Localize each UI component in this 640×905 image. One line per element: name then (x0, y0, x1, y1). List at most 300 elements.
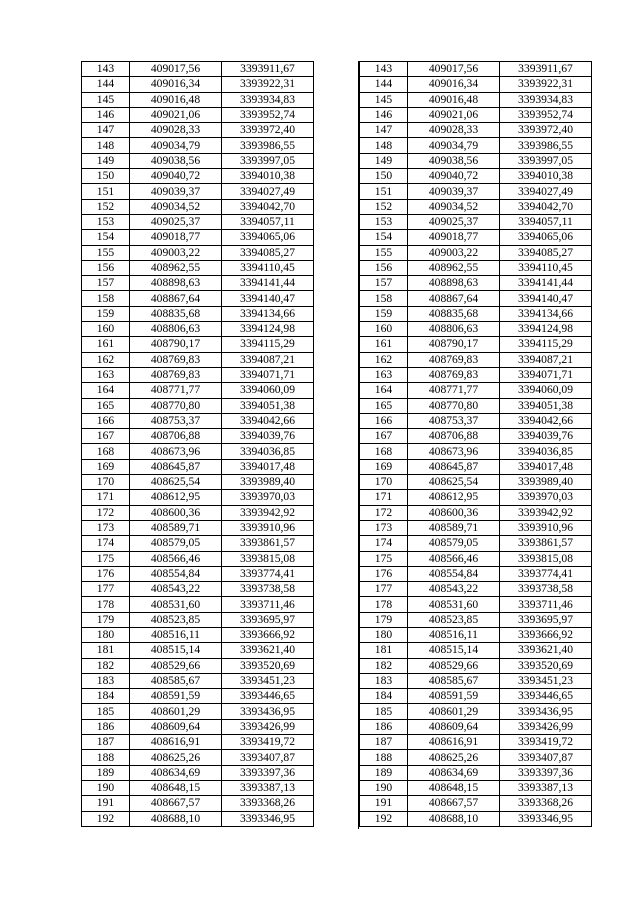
y-coordinate-cell: 3393911,67 (222, 62, 314, 77)
table-row (82, 673, 314, 688)
table-row (360, 811, 592, 826)
y-coordinate-cell: 3393426,99 (222, 719, 314, 734)
y-coordinate-cell: 3394085,27 (222, 245, 314, 260)
x-coordinate-cell: 408867,64 (408, 291, 500, 306)
point-number-cell: 172 (360, 505, 408, 520)
x-coordinate-cell: 408609,64 (408, 719, 500, 734)
y-coordinate-cell: 3393387,13 (500, 780, 592, 795)
y-coordinate-cell: 3394140,47 (222, 291, 314, 306)
x-coordinate-cell: 408769,83 (130, 352, 222, 367)
point-number-cell: 155 (82, 245, 130, 260)
x-coordinate-cell: 408688,10 (130, 811, 222, 826)
table-row (82, 505, 314, 520)
y-coordinate-cell: 3393934,83 (500, 92, 592, 107)
x-coordinate-cell: 408625,26 (130, 750, 222, 765)
table-row (82, 658, 314, 673)
point-number-cell: 162 (360, 352, 408, 367)
point-number-cell: 164 (82, 383, 130, 398)
table-row (360, 153, 592, 168)
table-row (360, 383, 592, 398)
x-coordinate-cell: 408962,55 (408, 260, 500, 275)
point-number-cell: 153 (82, 214, 130, 229)
table-row (360, 276, 592, 291)
table-row (360, 490, 592, 505)
x-coordinate-cell: 408706,88 (130, 429, 222, 444)
x-coordinate-cell: 409017,56 (408, 62, 500, 77)
x-coordinate-cell: 408673,96 (408, 444, 500, 459)
x-coordinate-cell: 408771,77 (408, 383, 500, 398)
point-number-cell: 183 (82, 673, 130, 688)
y-coordinate-cell: 3394060,09 (222, 383, 314, 398)
table-row (360, 138, 592, 153)
point-number-cell: 160 (360, 322, 408, 337)
y-coordinate-cell: 3393346,95 (222, 811, 314, 826)
table-row (360, 444, 592, 459)
table-row (82, 214, 314, 229)
point-number-cell: 180 (360, 627, 408, 642)
y-coordinate-cell: 3394085,27 (500, 245, 592, 260)
y-coordinate-cell: 3393711,46 (500, 597, 592, 612)
y-coordinate-cell: 3394017,48 (222, 459, 314, 474)
x-coordinate-cell: 409016,48 (408, 92, 500, 107)
table-row (360, 322, 592, 337)
table-row (82, 459, 314, 474)
y-coordinate-cell: 3393695,97 (222, 612, 314, 627)
table-row (360, 673, 592, 688)
table-row (82, 199, 314, 214)
table-row (360, 260, 592, 275)
y-coordinate-cell: 3393774,41 (500, 566, 592, 581)
x-coordinate-cell: 409038,56 (130, 153, 222, 168)
y-coordinate-cell: 3393397,36 (500, 765, 592, 780)
x-coordinate-cell: 408515,14 (130, 643, 222, 658)
x-coordinate-cell: 409025,37 (408, 214, 500, 229)
x-coordinate-cell: 408600,36 (408, 505, 500, 520)
table-row (82, 184, 314, 199)
point-number-cell: 146 (82, 107, 130, 122)
point-number-cell: 165 (360, 398, 408, 413)
table-row (82, 750, 314, 765)
point-number-cell: 166 (360, 413, 408, 428)
table-row (82, 383, 314, 398)
y-coordinate-cell: 3393621,40 (222, 643, 314, 658)
table-row (360, 199, 592, 214)
y-coordinate-cell: 3393942,92 (222, 505, 314, 520)
table-row (360, 505, 592, 520)
y-coordinate-cell: 3393911,67 (500, 62, 592, 77)
point-number-cell: 147 (82, 123, 130, 138)
point-number-cell: 186 (82, 719, 130, 734)
point-number-cell: 190 (82, 780, 130, 795)
y-coordinate-cell: 3394134,66 (222, 306, 314, 321)
point-number-cell: 155 (360, 245, 408, 260)
x-coordinate-cell: 409003,22 (408, 245, 500, 260)
point-number-cell: 150 (82, 169, 130, 184)
point-number-cell: 192 (82, 811, 130, 826)
point-number-cell: 157 (360, 276, 408, 291)
table-row (360, 123, 592, 138)
x-coordinate-cell: 408523,85 (130, 612, 222, 627)
y-coordinate-cell: 3394017,48 (500, 459, 592, 474)
x-coordinate-cell: 409016,48 (130, 92, 222, 107)
x-coordinate-cell: 409034,52 (408, 199, 500, 214)
x-coordinate-cell: 408753,37 (408, 413, 500, 428)
point-number-cell: 168 (82, 444, 130, 459)
point-number-cell: 154 (360, 230, 408, 245)
y-coordinate-cell: 3393397,36 (222, 765, 314, 780)
point-number-cell: 147 (360, 123, 408, 138)
point-number-cell: 163 (82, 367, 130, 382)
table-row (82, 153, 314, 168)
y-coordinate-cell: 3393952,74 (222, 107, 314, 122)
table-row (82, 643, 314, 658)
table-row (360, 536, 592, 551)
y-coordinate-cell: 3394115,29 (500, 337, 592, 352)
point-number-cell: 158 (360, 291, 408, 306)
table-row (82, 582, 314, 597)
table-row (82, 62, 314, 77)
y-coordinate-cell: 3394010,38 (500, 169, 592, 184)
y-coordinate-cell: 3393446,65 (500, 689, 592, 704)
y-coordinate-cell: 3393989,40 (500, 475, 592, 490)
point-number-cell: 177 (82, 582, 130, 597)
y-coordinate-cell: 3394027,49 (500, 184, 592, 199)
table-row (360, 689, 592, 704)
y-coordinate-cell: 3393666,92 (222, 627, 314, 642)
x-coordinate-cell: 408769,83 (130, 367, 222, 382)
x-coordinate-cell: 408790,17 (408, 337, 500, 352)
point-number-cell: 176 (82, 566, 130, 581)
y-coordinate-cell: 3394039,76 (222, 429, 314, 444)
x-coordinate-cell: 408516,11 (130, 627, 222, 642)
point-number-cell: 185 (82, 704, 130, 719)
table-row (360, 245, 592, 260)
table-row (82, 780, 314, 795)
y-coordinate-cell: 3393368,26 (222, 796, 314, 811)
point-number-cell: 156 (360, 260, 408, 275)
x-coordinate-cell: 408531,60 (408, 597, 500, 612)
point-number-cell: 187 (360, 735, 408, 750)
coordinate-table-left-body (82, 62, 314, 827)
y-coordinate-cell: 3393695,97 (500, 612, 592, 627)
x-coordinate-cell: 409028,33 (408, 123, 500, 138)
y-coordinate-cell: 3394027,49 (222, 184, 314, 199)
point-number-cell: 172 (82, 505, 130, 520)
table-row (360, 612, 592, 627)
table-row (360, 582, 592, 597)
x-coordinate-cell: 408645,87 (408, 459, 500, 474)
x-coordinate-cell: 408790,17 (130, 337, 222, 352)
point-number-cell: 187 (82, 735, 130, 750)
y-coordinate-cell: 3393861,57 (222, 536, 314, 551)
point-number-cell: 170 (360, 475, 408, 490)
y-coordinate-cell: 3394036,85 (500, 444, 592, 459)
x-coordinate-cell: 408591,59 (408, 689, 500, 704)
point-number-cell: 182 (360, 658, 408, 673)
y-coordinate-cell: 3393451,23 (222, 673, 314, 688)
x-coordinate-cell: 408616,91 (408, 735, 500, 750)
point-number-cell: 153 (360, 214, 408, 229)
point-number-cell: 168 (360, 444, 408, 459)
x-coordinate-cell: 408625,54 (408, 475, 500, 490)
x-coordinate-cell: 408585,67 (408, 673, 500, 688)
x-coordinate-cell: 408609,64 (130, 719, 222, 734)
x-coordinate-cell: 408585,67 (130, 673, 222, 688)
y-coordinate-cell: 3393520,69 (222, 658, 314, 673)
point-number-cell: 177 (360, 582, 408, 597)
x-coordinate-cell: 408769,83 (408, 352, 500, 367)
table-row (82, 765, 314, 780)
y-coordinate-cell: 3393436,95 (222, 704, 314, 719)
y-coordinate-cell: 3393738,58 (500, 582, 592, 597)
y-coordinate-cell: 3393419,72 (222, 735, 314, 750)
table-row (360, 780, 592, 795)
x-coordinate-cell: 408600,36 (130, 505, 222, 520)
point-number-cell: 173 (360, 520, 408, 535)
y-coordinate-cell: 3393426,99 (500, 719, 592, 734)
x-coordinate-cell: 408554,84 (130, 566, 222, 581)
table-row (360, 750, 592, 765)
y-coordinate-cell: 3394124,98 (500, 322, 592, 337)
y-coordinate-cell: 3393387,13 (222, 780, 314, 795)
table-row (360, 765, 592, 780)
x-coordinate-cell: 409003,22 (130, 245, 222, 260)
y-coordinate-cell: 3393346,95 (500, 811, 592, 826)
table-row (82, 138, 314, 153)
coordinate-table-right-body (360, 62, 592, 827)
table-row (82, 597, 314, 612)
x-coordinate-cell: 408835,68 (408, 306, 500, 321)
x-coordinate-cell: 408706,88 (408, 429, 500, 444)
y-coordinate-cell: 3393407,87 (500, 750, 592, 765)
table-row (360, 627, 592, 642)
y-coordinate-cell: 3393407,87 (222, 750, 314, 765)
point-number-cell: 175 (82, 551, 130, 566)
y-coordinate-cell: 3393738,58 (222, 582, 314, 597)
table-row (82, 398, 314, 413)
table-row (360, 735, 592, 750)
point-number-cell: 186 (360, 719, 408, 734)
table-row (82, 322, 314, 337)
y-coordinate-cell: 3393711,46 (222, 597, 314, 612)
x-coordinate-cell: 408566,46 (130, 551, 222, 566)
table-row (360, 107, 592, 122)
table-row (82, 627, 314, 642)
table-row (360, 704, 592, 719)
point-number-cell: 145 (360, 92, 408, 107)
y-coordinate-cell: 3393861,57 (500, 536, 592, 551)
y-coordinate-cell: 3393368,26 (500, 796, 592, 811)
x-coordinate-cell: 408753,37 (130, 413, 222, 428)
point-number-cell: 151 (82, 184, 130, 199)
y-coordinate-cell: 3393986,55 (222, 138, 314, 153)
y-coordinate-cell: 3394065,06 (500, 230, 592, 245)
table-row (82, 490, 314, 505)
x-coordinate-cell: 408806,63 (408, 322, 500, 337)
y-coordinate-cell: 3394141,44 (222, 276, 314, 291)
point-number-cell: 154 (82, 230, 130, 245)
x-coordinate-cell: 408529,66 (130, 658, 222, 673)
x-coordinate-cell: 408601,29 (130, 704, 222, 719)
table-row (82, 337, 314, 352)
table-row (82, 566, 314, 581)
point-number-cell: 185 (360, 704, 408, 719)
point-number-cell: 152 (82, 199, 130, 214)
point-number-cell: 182 (82, 658, 130, 673)
x-coordinate-cell: 408770,80 (130, 398, 222, 413)
table-row (360, 92, 592, 107)
table-row (82, 230, 314, 245)
y-coordinate-cell: 3393989,40 (222, 475, 314, 490)
x-coordinate-cell: 408898,63 (130, 276, 222, 291)
x-coordinate-cell: 409034,52 (130, 199, 222, 214)
x-coordinate-cell: 409025,37 (130, 214, 222, 229)
point-number-cell: 189 (360, 765, 408, 780)
y-coordinate-cell: 3393815,08 (500, 551, 592, 566)
y-coordinate-cell: 3393666,92 (500, 627, 592, 642)
y-coordinate-cell: 3394051,38 (500, 398, 592, 413)
x-coordinate-cell: 408612,95 (130, 490, 222, 505)
x-coordinate-cell: 408769,83 (408, 367, 500, 382)
point-number-cell: 179 (82, 612, 130, 627)
x-coordinate-cell: 408673,96 (130, 444, 222, 459)
point-number-cell: 149 (82, 153, 130, 168)
x-coordinate-cell: 408867,64 (130, 291, 222, 306)
y-coordinate-cell: 3394110,45 (222, 260, 314, 275)
table-row (360, 352, 592, 367)
point-number-cell: 174 (360, 536, 408, 551)
x-coordinate-cell: 408523,85 (408, 612, 500, 627)
y-coordinate-cell: 3393621,40 (500, 643, 592, 658)
point-number-cell: 152 (360, 199, 408, 214)
x-coordinate-cell: 408529,66 (408, 658, 500, 673)
table-row (360, 413, 592, 428)
point-number-cell: 167 (82, 429, 130, 444)
table-row (82, 719, 314, 734)
x-coordinate-cell: 408688,10 (408, 811, 500, 826)
y-coordinate-cell: 3394051,38 (222, 398, 314, 413)
table-row (82, 306, 314, 321)
table-row (360, 520, 592, 535)
y-coordinate-cell: 3394134,66 (500, 306, 592, 321)
table-row (360, 597, 592, 612)
y-coordinate-cell: 3394071,71 (222, 367, 314, 382)
table-row (360, 429, 592, 444)
y-coordinate-cell: 3393774,41 (222, 566, 314, 581)
y-coordinate-cell: 3393970,03 (500, 490, 592, 505)
x-coordinate-cell: 409021,06 (130, 107, 222, 122)
table-row (360, 398, 592, 413)
y-coordinate-cell: 3394071,71 (500, 367, 592, 382)
x-coordinate-cell: 408531,60 (130, 597, 222, 612)
y-coordinate-cell: 3393997,05 (222, 153, 314, 168)
point-number-cell: 192 (360, 811, 408, 826)
y-coordinate-cell: 3393942,92 (500, 505, 592, 520)
point-number-cell: 170 (82, 475, 130, 490)
x-coordinate-cell: 408601,29 (408, 704, 500, 719)
y-coordinate-cell: 3394057,11 (222, 214, 314, 229)
table-row (82, 612, 314, 627)
x-coordinate-cell: 409034,79 (408, 138, 500, 153)
y-coordinate-cell: 3394042,66 (500, 413, 592, 428)
x-coordinate-cell: 408591,59 (130, 689, 222, 704)
table-row (82, 796, 314, 811)
y-coordinate-cell: 3394042,66 (222, 413, 314, 428)
table-row (82, 92, 314, 107)
x-coordinate-cell: 408625,26 (408, 750, 500, 765)
table-row (360, 551, 592, 566)
y-coordinate-cell: 3393446,65 (222, 689, 314, 704)
x-coordinate-cell: 408579,05 (130, 536, 222, 551)
x-coordinate-cell: 408648,15 (408, 780, 500, 795)
point-number-cell: 165 (82, 398, 130, 413)
point-number-cell: 176 (360, 566, 408, 581)
x-coordinate-cell: 408579,05 (408, 536, 500, 551)
point-number-cell: 181 (360, 643, 408, 658)
y-coordinate-cell: 3393910,96 (222, 520, 314, 535)
point-number-cell: 143 (360, 62, 408, 77)
table-row (360, 337, 592, 352)
x-coordinate-cell: 408648,15 (130, 780, 222, 795)
point-number-cell: 146 (360, 107, 408, 122)
point-number-cell: 166 (82, 413, 130, 428)
y-coordinate-cell: 3393520,69 (500, 658, 592, 673)
x-coordinate-cell: 408770,80 (408, 398, 500, 413)
point-number-cell: 169 (82, 459, 130, 474)
x-coordinate-cell: 408515,14 (408, 643, 500, 658)
table-row (360, 719, 592, 734)
y-coordinate-cell: 3394141,44 (500, 276, 592, 291)
table-row (360, 62, 592, 77)
point-number-cell: 167 (360, 429, 408, 444)
y-coordinate-cell: 3394010,38 (222, 169, 314, 184)
x-coordinate-cell: 409016,34 (130, 77, 222, 92)
x-coordinate-cell: 408554,84 (408, 566, 500, 581)
y-coordinate-cell: 3394042,70 (222, 199, 314, 214)
y-coordinate-cell: 3394124,98 (222, 322, 314, 337)
table-row (360, 306, 592, 321)
y-coordinate-cell: 3394042,70 (500, 199, 592, 214)
x-coordinate-cell: 409039,37 (130, 184, 222, 199)
y-coordinate-cell: 3393922,31 (500, 77, 592, 92)
point-number-cell: 184 (360, 689, 408, 704)
table-row (82, 551, 314, 566)
x-coordinate-cell: 408771,77 (130, 383, 222, 398)
table-row (82, 520, 314, 535)
table-row (360, 658, 592, 673)
table-row (82, 77, 314, 92)
point-number-cell: 157 (82, 276, 130, 291)
y-coordinate-cell: 3393910,96 (500, 520, 592, 535)
y-coordinate-cell: 3393972,40 (222, 123, 314, 138)
table-row (82, 413, 314, 428)
table-row (82, 444, 314, 459)
x-coordinate-cell: 409034,79 (130, 138, 222, 153)
x-coordinate-cell: 408634,69 (408, 765, 500, 780)
y-coordinate-cell: 3394036,85 (222, 444, 314, 459)
point-number-cell: 169 (360, 459, 408, 474)
y-coordinate-cell: 3394060,09 (500, 383, 592, 398)
x-coordinate-cell: 408612,95 (408, 490, 500, 505)
y-coordinate-cell: 3393970,03 (222, 490, 314, 505)
table-row (360, 459, 592, 474)
point-number-cell: 164 (360, 383, 408, 398)
table-row (82, 704, 314, 719)
point-number-cell: 188 (360, 750, 408, 765)
x-coordinate-cell: 408543,22 (130, 582, 222, 597)
table-row (82, 276, 314, 291)
x-coordinate-cell: 408616,91 (130, 735, 222, 750)
